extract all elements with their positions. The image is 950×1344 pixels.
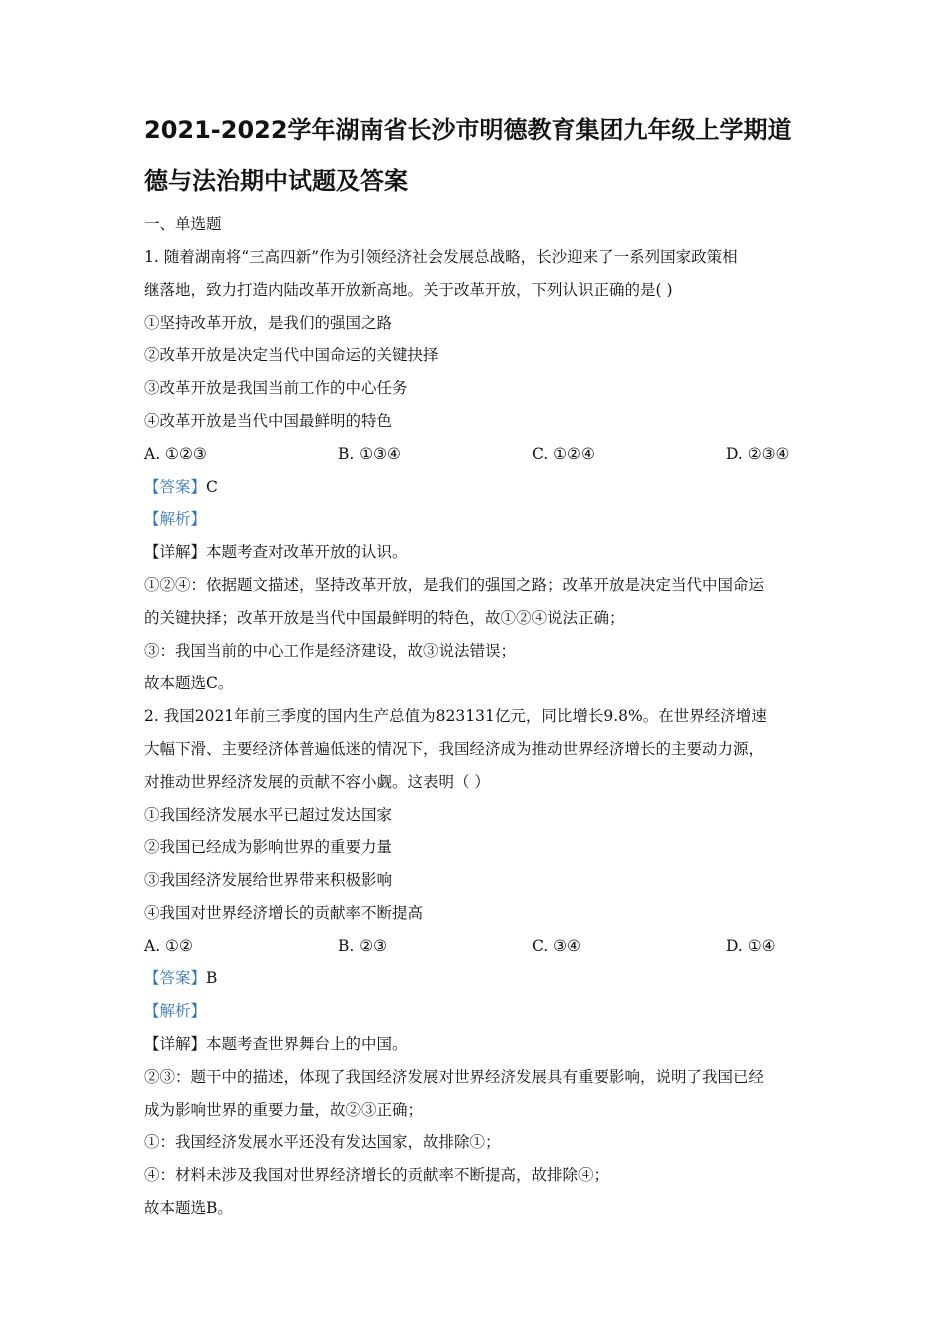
q2-option-a: A. ①② — [144, 937, 193, 955]
q2-item-3: ③我国经济发展给世界带来积极影响 — [144, 871, 393, 889]
q2-answer — [144, 967, 814, 989]
detail-text: 本题考查对改革开放的认识。 — [206, 543, 408, 561]
q2-option-b: B. ②③ — [338, 937, 388, 955]
q2-option-d: D. ①④ — [726, 937, 776, 955]
q1-option-d: D. ②③④ — [726, 445, 790, 463]
q2-explanation-line-1: ②③：题干中的描述，体现了我国经济发展对世界经济发展具有重要影响，说明了我国已经 — [144, 1068, 765, 1086]
q1-conclusion: 故本题选C。 — [144, 674, 234, 692]
q2-explanation-line-2: 成为影响世界的重要力量，故②③正确； — [144, 1101, 424, 1119]
q1-explanation-line-2: 的关键抉择；改革开放是当代中国最鲜明的特色，故①②④说法正确； — [144, 609, 625, 627]
q1-option-c: C. ①②④ — [532, 445, 595, 463]
q2-item-4: ④我国对世界经济增长的贡献率不断提高 — [144, 904, 424, 922]
section-heading: 一、单选题 — [144, 215, 222, 233]
detail-tag: 【详解】 — [144, 1035, 207, 1053]
q1-explanation-line-1: ①②④：依据题文描述，坚持改革开放，是我们的强国之路；改革开放是决定当代中国命运 — [144, 576, 765, 594]
q2-stem-line-1: 2. 我国2021年前三季度的国内生产总值为823131亿元，同比增长9.8%。在世界经济增速 — [144, 707, 767, 725]
q1-item-3: ③改革开放是我国当前工作的中心任务 — [144, 379, 408, 397]
q2-item-2: ②我国已经成为影响世界的重要力量 — [144, 838, 393, 856]
document-title-line-2: 德与法治期中试题及答案 — [144, 167, 408, 195]
q2-explanation-line-3: ①：我国经济发展水平还没有发达国家，故排除①； — [144, 1133, 501, 1151]
q2-detail — [144, 1033, 814, 1055]
detail-text: 本题考查世界舞台上的中国。 — [206, 1035, 408, 1053]
q1-item-1: ①坚持改革开放，是我们的强国之路 — [144, 314, 393, 332]
q1-analysis-tag: 【解析】 — [144, 510, 207, 528]
q2-stem-line-3: 对推动世界经济发展的贡献不容小觑。这表明（ ） — [144, 773, 490, 791]
q2-conclusion: 故本题选B。 — [144, 1199, 233, 1217]
q1-detail — [144, 541, 814, 563]
q2-analysis-tag: 【解析】 — [144, 1002, 207, 1020]
q1-answer — [144, 476, 814, 498]
answer-value: C — [206, 478, 218, 496]
document-title-line-1: 2021-2022学年湖南省长沙市明德教育集团九年级上学期道 — [144, 116, 792, 144]
detail-tag: 【详解】 — [144, 543, 207, 561]
q1-stem-line-2: 继落地，致力打造内陆改革开放新高地。关于改革开放，下列认识正确的是( ) — [144, 281, 673, 299]
answer-value: B — [206, 969, 218, 987]
q2-item-1: ①我国经济发展水平已超过发达国家 — [144, 806, 393, 824]
q2-stem-line-2: 大幅下滑、主要经济体普遍低迷的情况下，我国经济成为推动世界经济增长的主要动力源， — [144, 740, 765, 758]
q1-option-a: A. ①②③ — [144, 445, 207, 463]
q1-option-b: B. ①③④ — [338, 445, 401, 463]
answer-tag: 【答案】 — [144, 478, 207, 496]
q1-item-2: ②改革开放是决定当代中国命运的关键抉择 — [144, 346, 439, 364]
q1-stem-line-1: 1. 随着湖南将“三高四新”作为引领经济社会发展总战略，长沙迎来了一系列国家政策相 — [144, 248, 738, 266]
q2-option-c: C. ③④ — [532, 937, 581, 955]
q1-item-4: ④改革开放是当代中国最鲜明的特色 — [144, 412, 393, 430]
q2-explanation-line-4: ④：材料未涉及我国对世界经济增长的贡献率不断提高，故排除④； — [144, 1166, 610, 1184]
answer-tag: 【答案】 — [144, 969, 207, 987]
q1-explanation-line-3: ③：我国当前的中心工作是经济建设，故③说法错误； — [144, 642, 517, 660]
